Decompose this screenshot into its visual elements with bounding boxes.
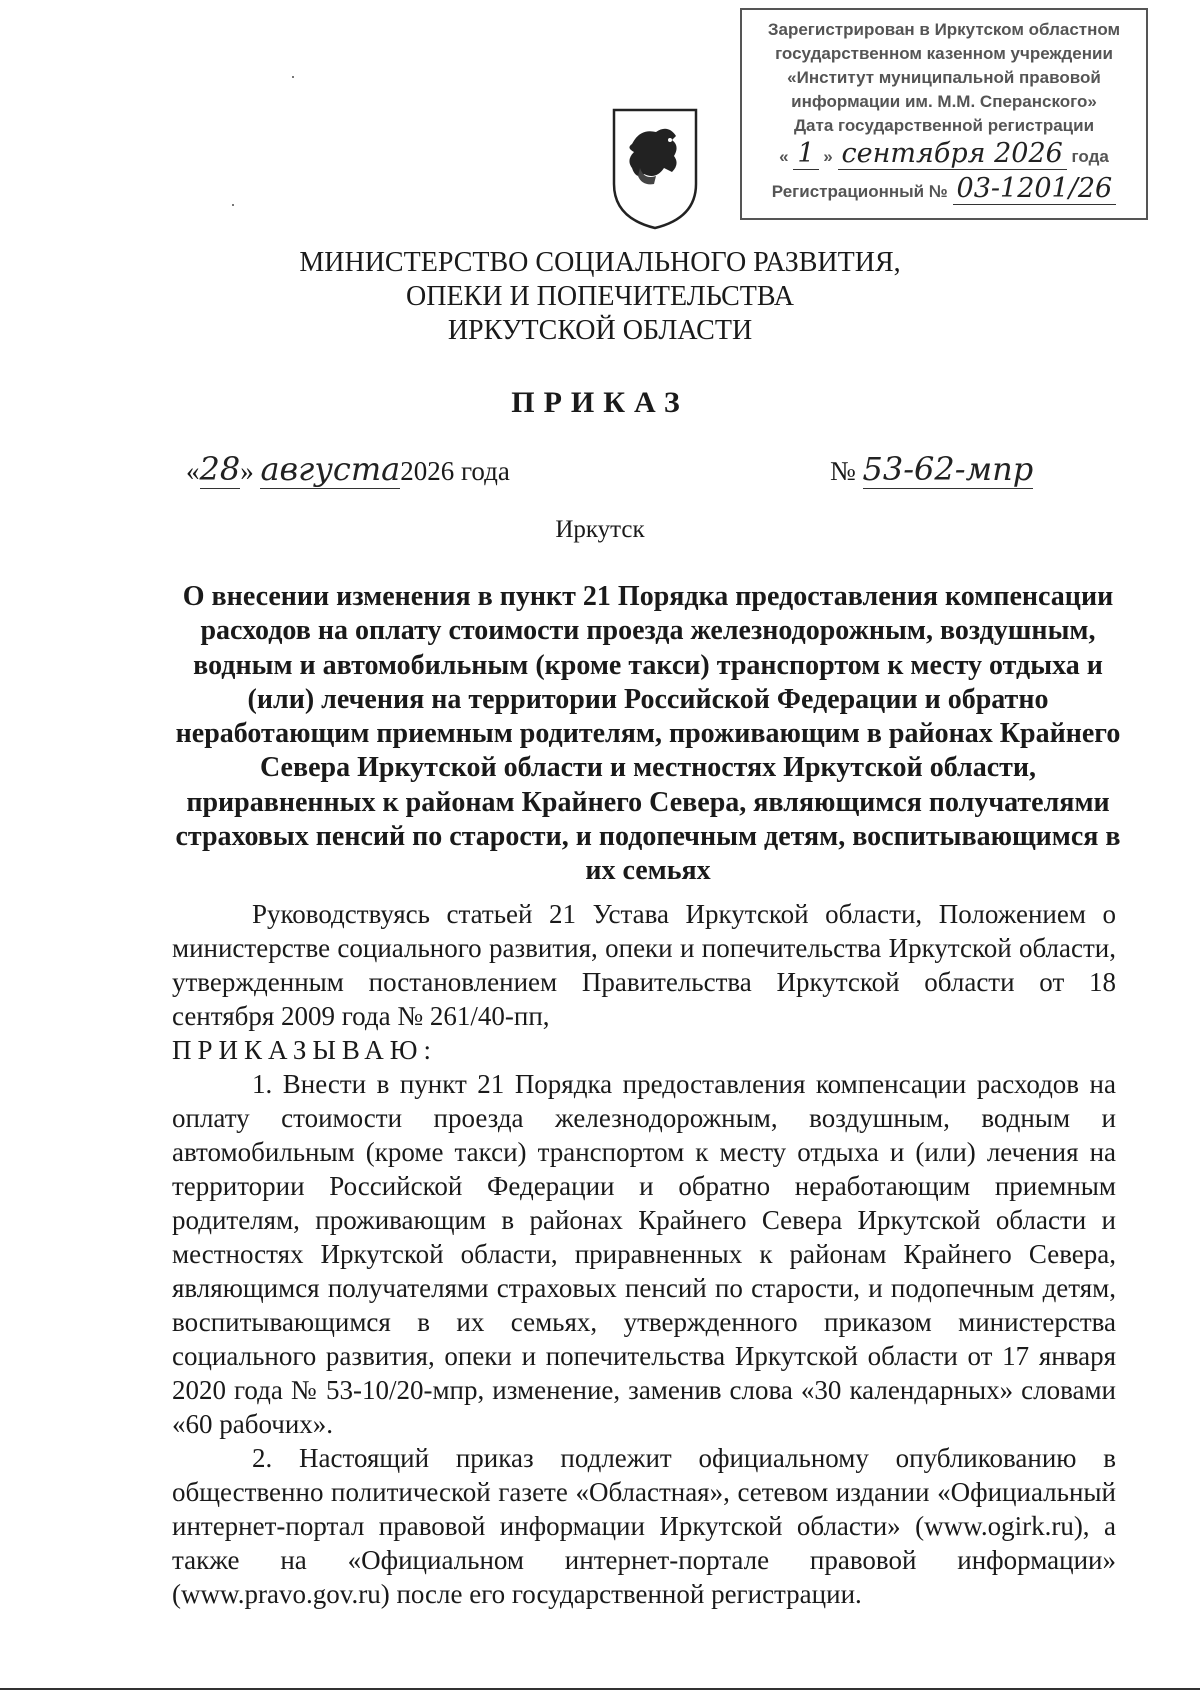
- stamp-line-3: «Институт муниципальной правовой: [787, 68, 1101, 87]
- stamp-date-row: [742, 138, 1146, 169]
- order-number: [830, 450, 1033, 488]
- stamp-line-1: Зарегистрирован в Иркутском областном: [767, 20, 1121, 39]
- order-date-open-quote: «: [186, 456, 200, 486]
- document-body: [172, 897, 1116, 1611]
- ministry-line-3: ИРКУТСКОЙ ОБЛАСТИ: [447, 315, 753, 346]
- stamp-line-2: государственном казенном учреждении: [775, 44, 1113, 63]
- ministry-header: [0, 246, 1200, 348]
- item-2-paragraph: 2. Настоящий приказ подлежит официальному опубликованию в общественно политической газете «Областная», сетевом издании «Официальный интернет-портал правовой информации Иркутской области» (www.ogirk.ru), а также на «Официальном интернет-портале правовой информации» (www.pravo.gov.ru) после его государственной регистрации.: [172, 1443, 1116, 1609]
- order-date-close-quote: »: [240, 456, 254, 486]
- stamp-open-quote: «: [779, 147, 789, 166]
- directive-heading: ПРИКАЗЫВАЮ:: [172, 1035, 437, 1065]
- order-date-day: 28: [199, 450, 241, 488]
- document-type-heading: ПРИКАЗ: [511, 386, 689, 419]
- item-1-paragraph: 1. Внести в пункт 21 Порядка предоставления компенсации расходов на оплату стоимости проезда железнодорожным, воздушным, водным и автомобильным (кроме такси) транспортом к месту отдыха и (или) лечения на территории Российской Федерации и обратно неработающим приемным родителям, проживающим в районах Крайнего Севера Иркутской области и местностях Иркутской области, приравненных к районам Крайнего Севера, являющимся получателями страховых пенсий по старости, и подопечным детям, воспитывающимся в их семьях, утвержденного приказом министерства социального развития, опеки и попечительства Иркутской области от 17 января 2020 года № 53-10/20-мпр, изменение, заменив слова «30 календарных» словами «60 рабочих».: [172, 1069, 1116, 1439]
- stamp-reg-number: 03-1201/26: [953, 173, 1117, 205]
- scan-speck: [292, 76, 294, 78]
- stamp-line-4: информации им. М.М. Сперанского»: [791, 92, 1097, 111]
- order-number-label: №: [830, 456, 856, 486]
- order-number-value: 53-62-мпр: [862, 450, 1034, 488]
- preamble-paragraph: Руководствуясь статьей 21 Устава Иркутской области, Положением о министерстве социального развития, опеки и попечительства Иркутской области, утвержденным постановлением Правительства Иркутской области от 18 сентября 2009 года № 261/40-пп,: [172, 899, 1116, 1031]
- order-date-month: августа: [260, 450, 401, 488]
- stamp-close-quote: »: [823, 147, 833, 166]
- document-title: О внесении изменения в пункт 21 Порядка предоставления компенсации расходов на оплату стоимости проезда железнодорожным, воздушным, водным и автомобильным (кроме такси) транспортом к месту отдыха и (или) лечения на территории Российской Федерации и обратно неработающим приемным родителям, проживающим в районах Крайнего Севера Иркутской области и местностях Иркутской области, приравненных к районам Крайнего Севера, являющимся получателями страховых пенсий по старости, и подопечным детям, воспитывающимся в их семьях: [175, 581, 1121, 887]
- ministry-line-2: ОПЕКИ И ПОПЕЧИТЕЛЬСТВА: [406, 281, 794, 312]
- stamp-year-suffix: года: [1071, 147, 1109, 166]
- stamp-date-day: 1: [793, 138, 818, 170]
- registration-stamp: [740, 8, 1148, 220]
- ministry-line-1: МИНИСТЕРСТВО СОЦИАЛЬНОГО РАЗВИТИЯ,: [299, 247, 901, 278]
- stamp-reg-row: [742, 173, 1146, 204]
- coat-of-arms-icon: [610, 106, 700, 232]
- order-date-year: 2026 года: [400, 456, 510, 486]
- scan-speck: [232, 204, 234, 206]
- order-date: [186, 450, 510, 488]
- city-name: Иркутск: [555, 516, 645, 543]
- bottom-edge-line: [0, 1688, 1200, 1690]
- stamp-reg-label: Регистрационный №: [771, 182, 948, 201]
- stamp-line-5: Дата государственной регистрации: [793, 116, 1095, 135]
- stamp-date-month: сентября 2026: [838, 138, 1067, 170]
